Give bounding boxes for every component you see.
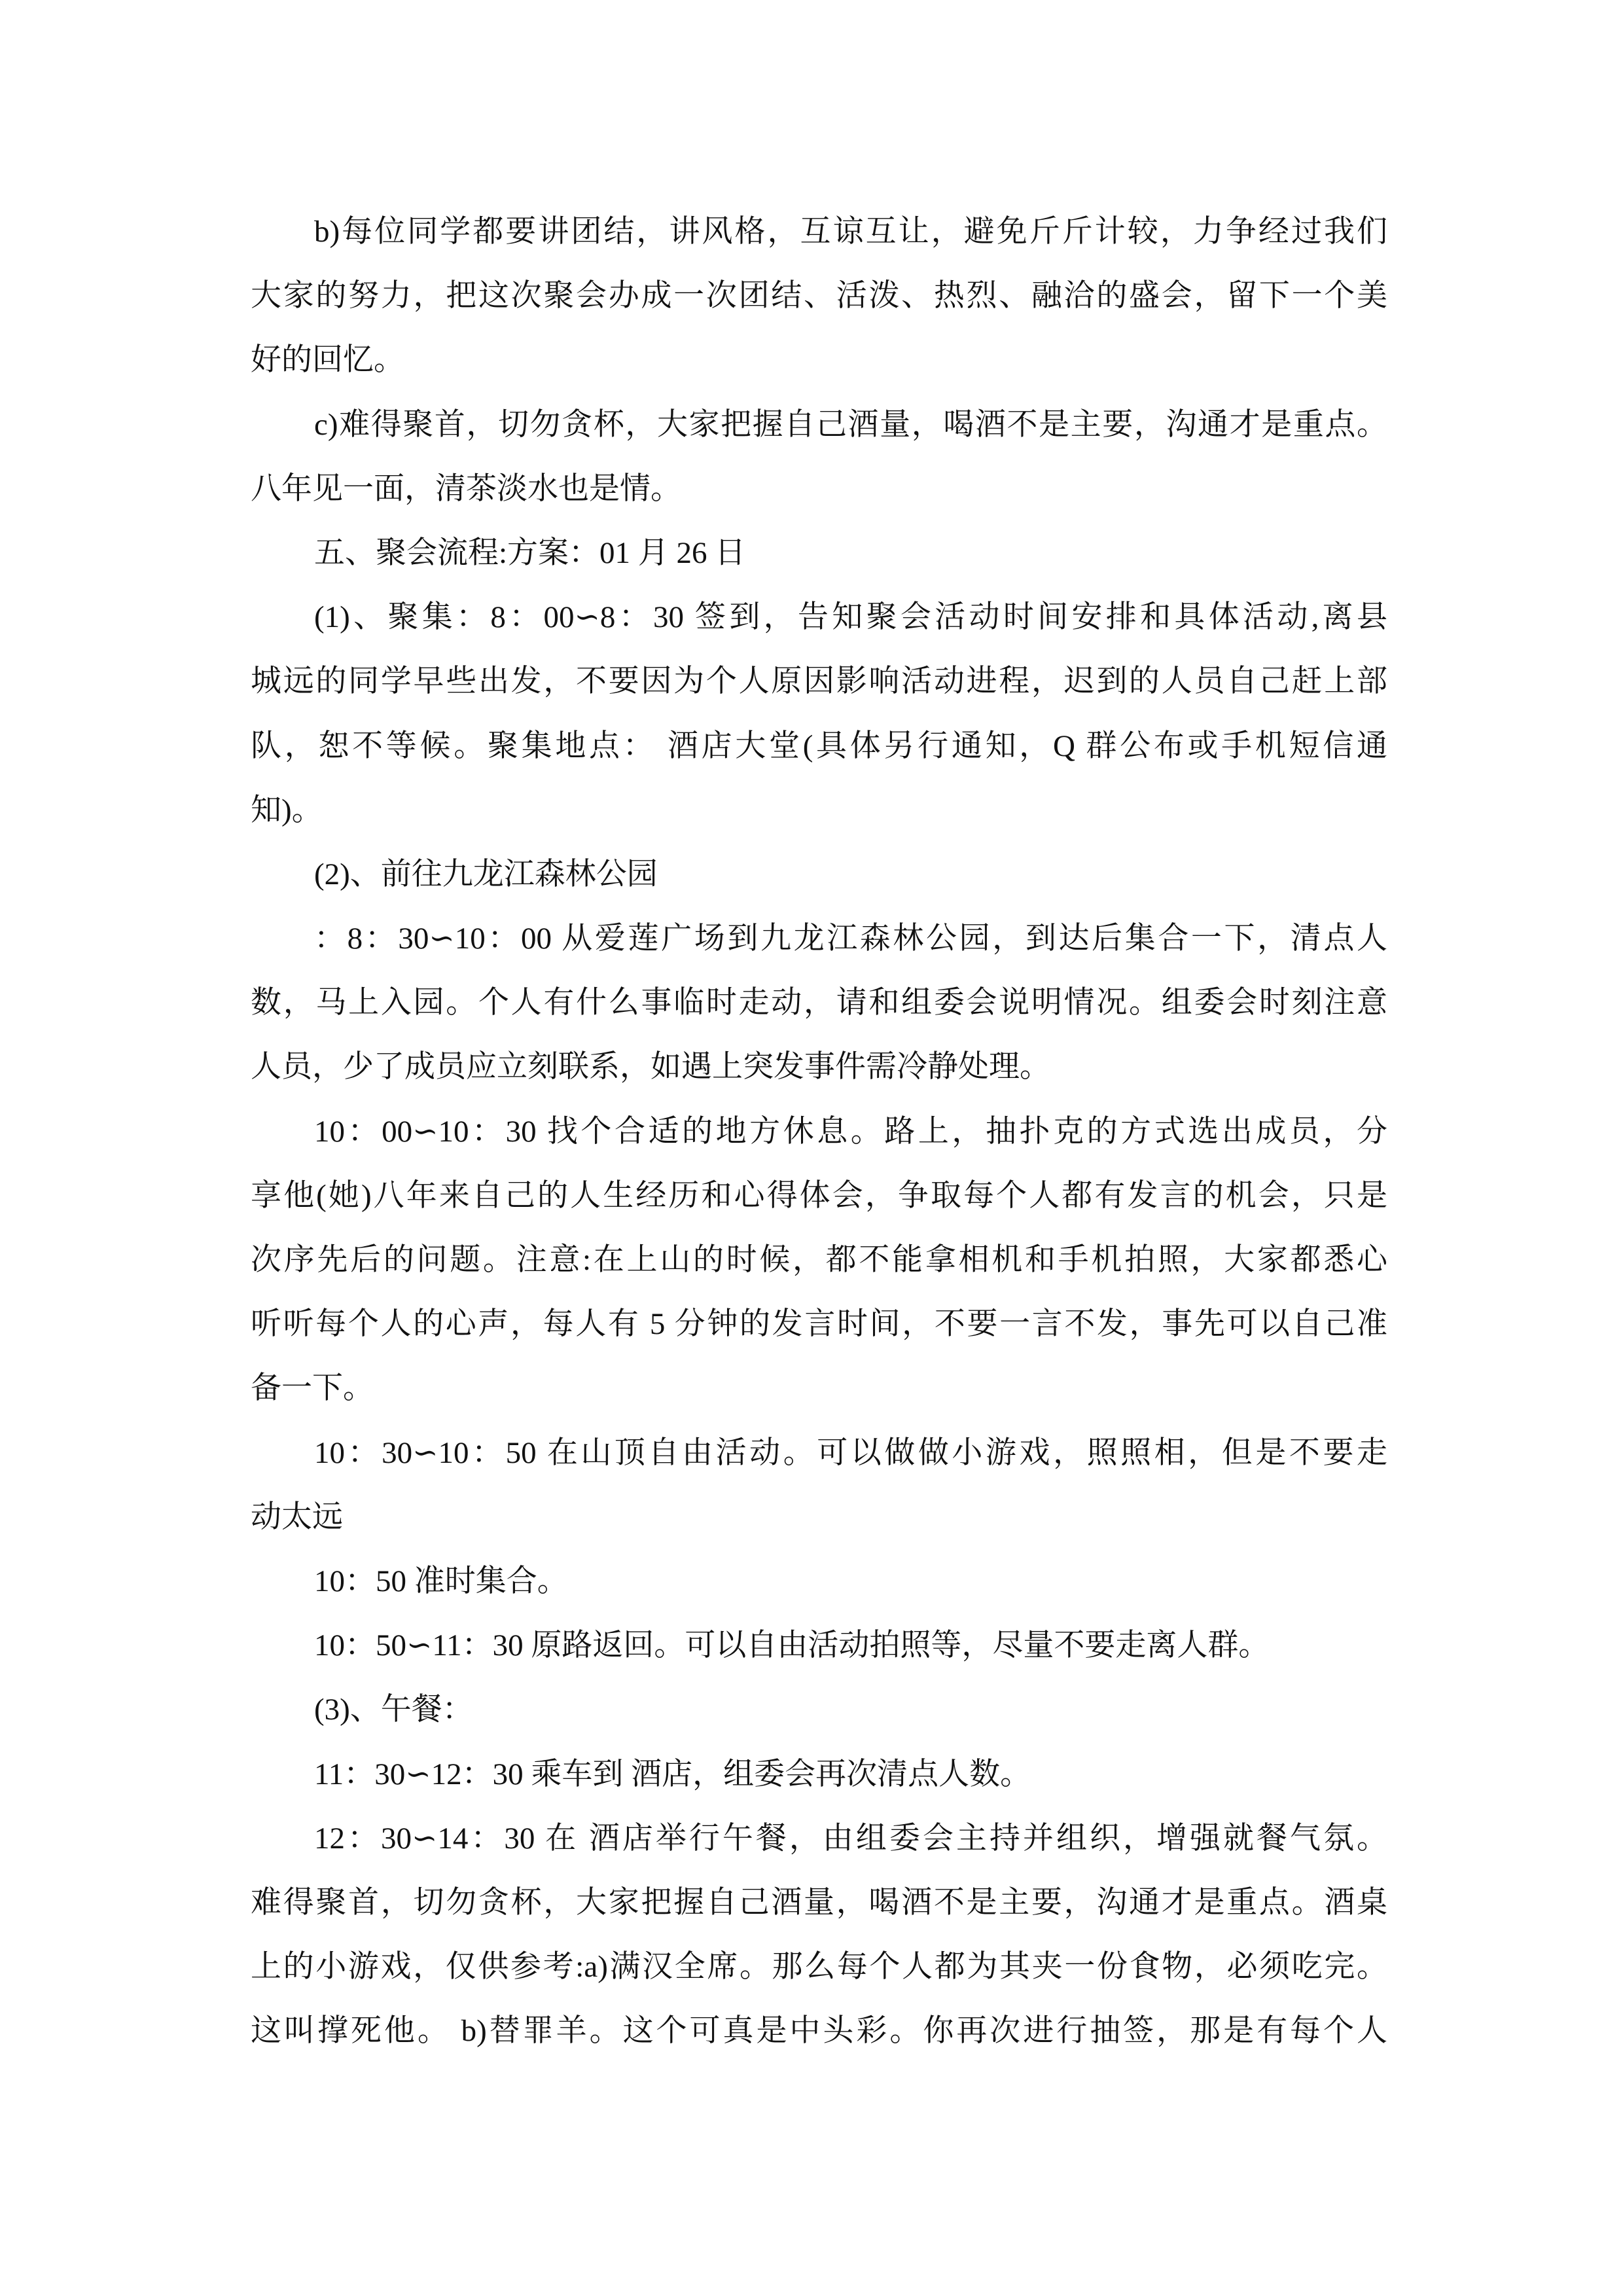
paragraph xyxy=(251,393,1387,521)
paragraph xyxy=(251,842,1387,906)
text-line: (1)、聚集：8：00∽8：30 签到，告知聚会活动时间安排和具体活动,离县 xyxy=(314,600,1387,635)
paragraph xyxy=(251,1100,1387,1421)
text-line: 八年见一面，清茶淡水也是情。 xyxy=(251,471,681,506)
text-line: 享他(她)八年来自己的人生经历和心得体会，争取每个人都有发言的机会，只是 xyxy=(251,1178,1387,1213)
text-line: 10：50∽11：30 原路返回。可以自由活动拍照等，尽量不要走离人群。 xyxy=(314,1628,1270,1663)
paragraph xyxy=(251,1742,1387,1806)
text-line: c)难得聚首，切勿贪杯，大家把握自己酒量，喝酒不是主要，沟通才是重点。 xyxy=(314,407,1387,442)
text-line: 12：30∽14：30 在 酒店举行午餐，由组委会主持并组织，增强就餐气氛。 xyxy=(314,1821,1387,1856)
paragraph xyxy=(251,200,1387,393)
text-line: 10：00∽10：30 找个合适的地方休息。路上，抽扑克的方式选出成员，分 xyxy=(314,1114,1387,1149)
text-line: 10：50 准时集合。 xyxy=(314,1564,568,1598)
text-line: 难得聚首，切勿贪杯，大家把握自己酒量，喝酒不是主要，沟通才是重点。酒桌 xyxy=(251,1885,1387,1920)
text-line: (2)、前往九龙江森林公园 xyxy=(314,857,658,891)
text-line: 动太远 xyxy=(251,1499,343,1534)
paragraph xyxy=(251,585,1387,842)
text-line: ：8：30∽10：00 从爱莲广场到九龙江森林公园，到达后集合一下，清点人 xyxy=(314,922,1387,956)
text-line: 备一下。 xyxy=(251,1371,374,1406)
text-line: 队，恕不等候。聚集地点： 酒店大堂(具体另行通知，Q 群公布或手机短信通 xyxy=(251,728,1387,763)
text-line: 11：30∽12：30 乘车到 酒店，组委会再次清点人数。 xyxy=(314,1757,1031,1791)
text-line: 城远的同学早些出发，不要因为个人原因影响活动进程，迟到的人员自己赶上部 xyxy=(251,664,1387,699)
paragraph xyxy=(251,1677,1387,1742)
text-line: 人员，少了成员应立刻联系，如遇上突发事件需冷静处理。 xyxy=(251,1050,1050,1085)
text-line: 数，马上入园。个人有什么事临时走动，请和组委会说明情况。组委会时刻注意 xyxy=(251,986,1387,1020)
text-line: 听听每个人的心声，每人有 5 分钟的发言时间，不要一言不发，事先可以自己准 xyxy=(251,1307,1387,1342)
text-line: 10：30∽10：50 在山顶自由活动。可以做做小游戏，照照相，但是不要走 xyxy=(314,1435,1387,1470)
text-line: b)每位同学都要讲团结，讲风格，互谅互让，避免斤斤计较，力争经过我们 xyxy=(314,215,1387,249)
text-line: 这叫撑死他。 b)替罪羊。这个可真是中头彩。你再次进行抽签，那是有每个人 xyxy=(251,2014,1387,2049)
text-line: (3)、午餐： xyxy=(314,1693,473,1727)
paragraph xyxy=(251,521,1387,585)
paragraph xyxy=(251,1613,1387,1677)
text-line: 好的回忆。 xyxy=(251,343,404,378)
text-line: 上的小游戏，仅供参考:a)满汉全席。那么每个人都为其夹一份食物，必须吃完。 xyxy=(251,1950,1387,1984)
paragraph xyxy=(251,1549,1387,1613)
text-line: 五、聚会流程:方案：01 月 26 日 xyxy=(314,535,746,570)
paragraph xyxy=(251,906,1387,1100)
paragraph xyxy=(251,1421,1387,1549)
text-line: 次序先后的问题。注意:在上山的时候，都不能拿相机和手机拍照，大家都悉心 xyxy=(251,1243,1387,1277)
text-line: 大家的努力，把这次聚会办成一次团结、活泼、热烈、融洽的盛会，留下一个美 xyxy=(251,279,1387,314)
text-line: 知)。 xyxy=(251,793,323,827)
paragraph xyxy=(251,1806,1387,2064)
document-body xyxy=(251,200,1387,2063)
